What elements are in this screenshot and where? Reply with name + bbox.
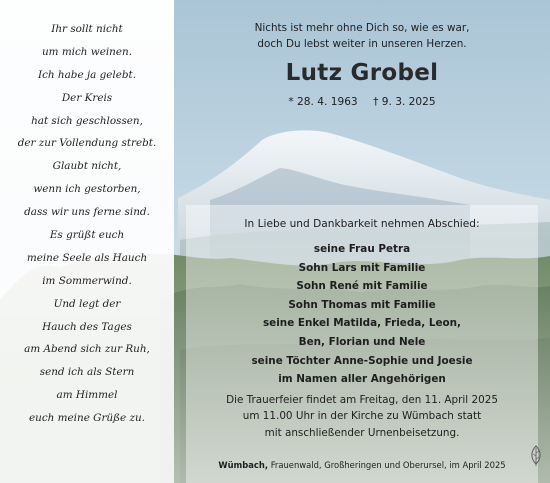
poem-line: Es grüßt euch bbox=[49, 229, 125, 242]
farewell-intro: In Liebe und Dankbarkeit nehmen Abschied: bbox=[244, 218, 480, 230]
mourner-line: seine Töchter Anne-Sophie und Joesie bbox=[251, 354, 473, 367]
service-line: mit anschließender Urnenbeisetzung. bbox=[264, 426, 460, 439]
poem-line: im Sommerwind. bbox=[42, 274, 132, 287]
poem-line: send ich als Stern bbox=[39, 366, 135, 379]
poem-line: euch meine Grüße zu. bbox=[29, 412, 145, 425]
mourner-line: seine Enkel Matilda, Frieda, Leon, bbox=[263, 317, 461, 330]
poem bbox=[0, 18, 174, 430]
signoff-rest: Frauenwald, Großheringen und Oberursel, im April 2025 bbox=[268, 460, 506, 470]
poem-line: dass wir uns ferne sind. bbox=[24, 206, 150, 219]
death-date: † 9. 3. 2025 bbox=[373, 96, 436, 108]
poem-line: am Himmel bbox=[56, 389, 118, 402]
poem-line: Ihr sollt nicht bbox=[51, 23, 123, 35]
mourner-line: Sohn Lars mit Familie bbox=[298, 261, 426, 274]
poem-line: Der Kreis bbox=[61, 91, 113, 104]
service-line: Die Trauerfeier findet am Freitag, den 11. April 2025 bbox=[226, 394, 498, 406]
poem-line: hat sich geschlossen, bbox=[31, 114, 143, 127]
poem-line: der zur Vollendung strebt. bbox=[17, 137, 157, 150]
birth-date: * 28. 4. 1963 bbox=[288, 96, 358, 108]
leaf-icon bbox=[529, 445, 543, 467]
mourner-line: im Namen aller Angehörigen bbox=[278, 373, 446, 386]
poem-line: am Abend sich zur Ruh, bbox=[24, 343, 150, 356]
poem-line: Ich habe ja gelebt. bbox=[37, 68, 137, 81]
quote-line: Nichts ist mehr ohne Dich so, wie es war, bbox=[254, 22, 470, 34]
mourners-list bbox=[186, 240, 538, 389]
service-line: um 11.00 Uhr in der Kirche zu Wümbach statt bbox=[242, 410, 482, 423]
deceased-name: Lutz Grobel bbox=[285, 60, 439, 86]
signoff-place: Wümbach, bbox=[218, 460, 269, 470]
poem-line: Glaubt nicht, bbox=[52, 160, 122, 173]
poem-line: Und legt der bbox=[53, 297, 121, 310]
life-dates bbox=[186, 96, 538, 108]
place-and-date bbox=[186, 460, 538, 470]
mourner-line: Ben, Florian und Nele bbox=[298, 335, 426, 348]
quote-line: doch Du lebst weiter in unseren Herzen. bbox=[257, 38, 467, 50]
poem-line: Hauch des Tages bbox=[42, 320, 132, 333]
mourner-line: Sohn Thomas mit Familie bbox=[288, 298, 436, 311]
poem-line: wenn ich gestorben, bbox=[33, 183, 141, 196]
funeral-service-info bbox=[186, 392, 538, 441]
mourner-line: seine Frau Petra bbox=[313, 243, 411, 255]
memorial-quote bbox=[186, 20, 538, 52]
mourner-line: Sohn René mit Familie bbox=[296, 280, 428, 293]
poem-line: um mich weinen. bbox=[41, 45, 133, 58]
poem-line: meine Seele als Hauch bbox=[26, 251, 148, 264]
